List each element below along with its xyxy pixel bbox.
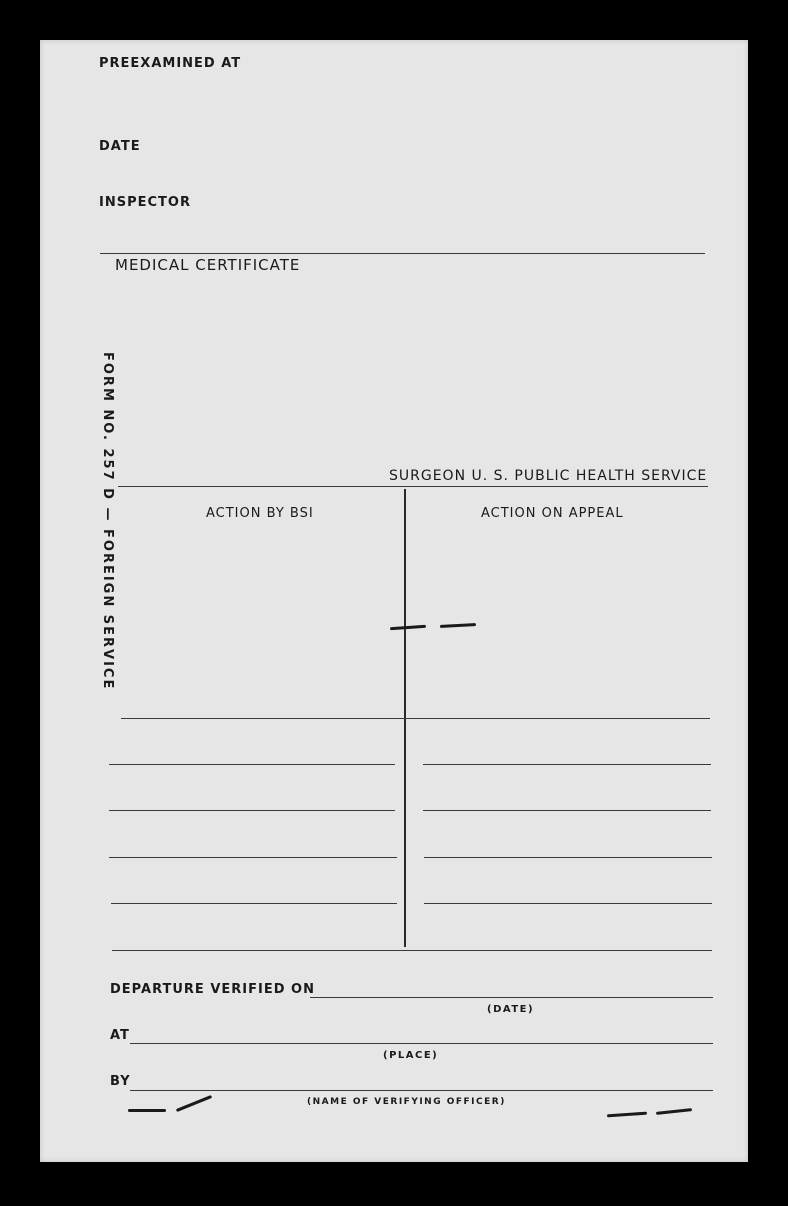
action-line	[112, 950, 712, 951]
action-line	[109, 764, 395, 765]
form-number-side-label: FORM NO. 257 D — FOREIGN SERVICE	[100, 352, 115, 691]
date-caption: (DATE)	[487, 1004, 535, 1015]
action-line	[109, 857, 397, 858]
action-line	[109, 810, 395, 811]
action-line	[423, 810, 711, 811]
inspector-label: INSPECTOR	[99, 195, 191, 210]
action-line	[424, 857, 712, 858]
action-bsi-heading: ACTION BY BSI	[206, 506, 314, 521]
action-appeal-heading: ACTION ON APPEAL	[481, 506, 624, 521]
officer-caption: (NAME OF VERIFYING OFFICER)	[307, 1097, 506, 1107]
action-line	[111, 903, 397, 904]
surgeon-label: SURGEON U. S. PUBLIC HEALTH SERVICE	[389, 468, 708, 484]
by-label: BY	[110, 1074, 131, 1089]
surgeon-signature-line	[118, 486, 708, 487]
ink-mark	[128, 1109, 166, 1112]
header-divider	[100, 253, 705, 254]
place-caption: (PLACE)	[383, 1050, 439, 1061]
place-line	[130, 1043, 713, 1044]
officer-line	[130, 1090, 713, 1091]
departure-label: DEPARTURE VERIFIED ON	[110, 982, 315, 997]
departure-date-line	[310, 997, 713, 998]
action-line	[423, 764, 711, 765]
preexamined-label: PREEXAMINED AT	[99, 56, 242, 71]
certificate-title: MEDICAL CERTIFICATE	[115, 256, 301, 274]
action-line	[121, 718, 710, 719]
date-label: DATE	[99, 139, 141, 154]
action-line	[424, 903, 712, 904]
at-label: AT	[110, 1028, 130, 1043]
